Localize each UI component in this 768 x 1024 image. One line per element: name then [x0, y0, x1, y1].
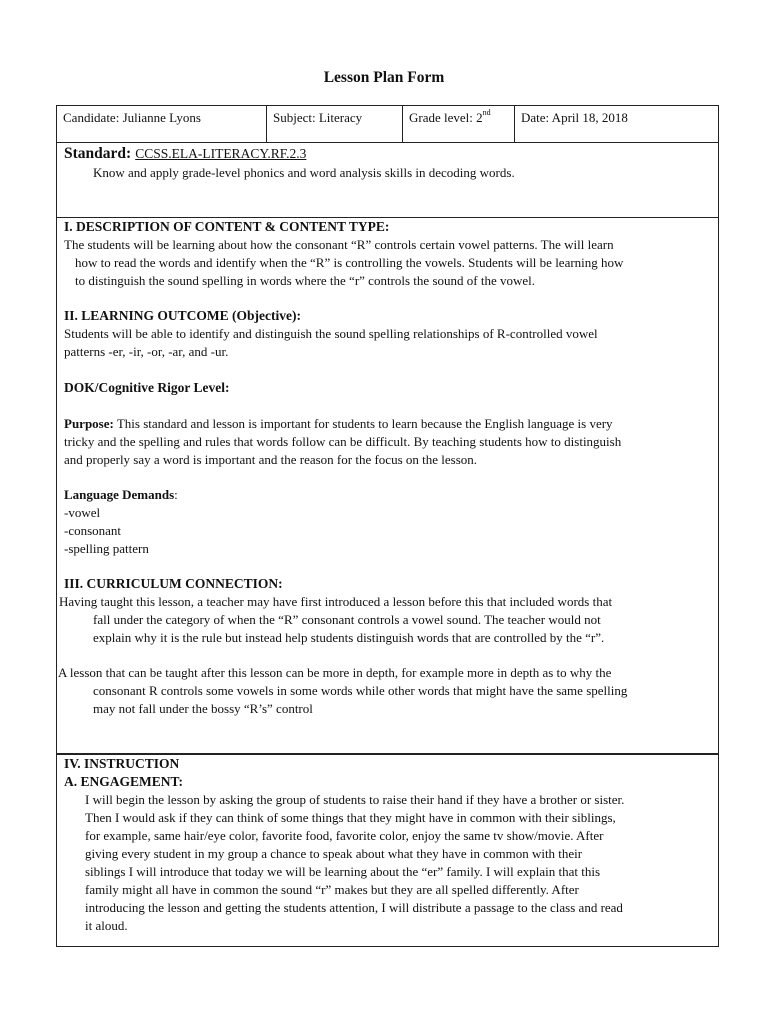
standard-line [64, 145, 306, 163]
engagement-line: it aloud. [85, 918, 128, 933]
grade-suffix: nd [482, 108, 491, 117]
date-cell: Date: April 18, 2018 [521, 110, 628, 125]
engagement-heading: A. ENGAGEMENT: [64, 774, 184, 789]
section-3-line: consonant R controls some vowels in some words while other words that might have the same spelling [93, 683, 628, 698]
language-demands-colon: : [174, 487, 178, 502]
section-3-line: may not fall under the bossy “R’s” control [93, 701, 313, 716]
grade-level-text: Grade level: 2 [409, 110, 483, 125]
section-1-line: The students will be learning about how the consonant “R” controls certain vowel patterns. The will learn [64, 237, 614, 252]
section-4-heading: IV. INSTRUCTION [64, 756, 180, 771]
engagement-line: I will begin the lesson by asking the group of students to raise their hand if they have a brother or sister. [85, 792, 625, 807]
grade-level-cell [403, 106, 515, 142]
engagement-line: Then I would ask if they can think of some things that they might have in common with their siblings, [85, 810, 616, 825]
standard-section [56, 143, 719, 218]
language-item: -vowel [64, 505, 101, 520]
dok-label: DOK/Cognitive Rigor Level: [64, 380, 230, 395]
section-2-line: patterns -er, -ir, -or, -ar, and -ur. [64, 344, 229, 359]
subject-cell: Subject: Literacy [267, 106, 403, 142]
engagement-line: siblings I will introduce that today we will be learning about the “er” family. I will explain that this [85, 864, 601, 879]
standard-code-link[interactable]: CCSS.ELA-LITERACY.RF.2.3 [135, 146, 307, 161]
section-1-heading: I. DESCRIPTION OF CONTENT & CONTENT TYPE: [64, 219, 390, 234]
section-3-heading: III. CURRICULUM CONNECTION: [64, 576, 283, 591]
language-demands-heading [64, 486, 178, 504]
engagement-line: giving every student in my group a chance to speak about what they have in common with their [85, 846, 583, 861]
lesson-info-table [56, 105, 719, 143]
engagement-line: family might all have in common the sound “r” makes but they are all spelled differently. After [85, 882, 579, 897]
section-3-line: fall under the category of when the “R” consonant controls a vowel sound. The teacher would not [93, 612, 601, 627]
engagement-line: introducing the lesson and getting the students attention, I will distribute a passage to the class and read [85, 900, 623, 915]
language-item: -spelling pattern [64, 541, 149, 556]
section-2-heading: II. LEARNING OUTCOME (Objective): [64, 308, 301, 323]
page-title: Lesson Plan Form [323, 69, 445, 86]
purpose-line [64, 415, 613, 433]
purpose-line: tricky and the spelling and rules that words follow can be difficult. By teaching students how to distinguish [64, 434, 622, 449]
section-1-line: how to read the words and identify when the “R” is controlling the vowels. Students will be learning how [75, 255, 624, 270]
content-sections [56, 218, 719, 754]
candidate-cell: Candidate: Julianne Lyons [57, 106, 267, 142]
language-item: -consonant [64, 523, 122, 538]
section-1-line: to distinguish the sound spelling in words where the “r” controls the sound of the vowel. [75, 273, 535, 288]
section-3-line: Having taught this lesson, a teacher may have first introduced a lesson before this that included words that [59, 594, 613, 609]
section-3-line: explain why it is the rule but instead help students distinguish words that are controlled by the “r”. [93, 630, 605, 645]
standard-description: Know and apply grade-level phonics and word analysis skills in decoding words. [93, 165, 515, 180]
instruction-section [56, 754, 719, 947]
section-3-line: A lesson that can be taught after this lesson can be more in depth, for example more in depth as to why the [58, 665, 612, 680]
engagement-line: for example, same hair/eye color, favorite food, favorite color, enjoy the same tv show/movie. After [85, 828, 604, 843]
language-demands-label: Language Demands [64, 487, 175, 502]
purpose-text: This standard and lesson is important for students to learn because the English language is very [116, 416, 613, 431]
section-2-line: Students will be able to identify and distinguish the sound spelling relationships of R-controlled vowel [64, 326, 598, 341]
purpose-line: and properly say a word is important and the reason for the focus on the lesson. [64, 452, 478, 467]
purpose-label: Purpose: [64, 416, 114, 431]
standard-label: Standard: [64, 145, 132, 162]
